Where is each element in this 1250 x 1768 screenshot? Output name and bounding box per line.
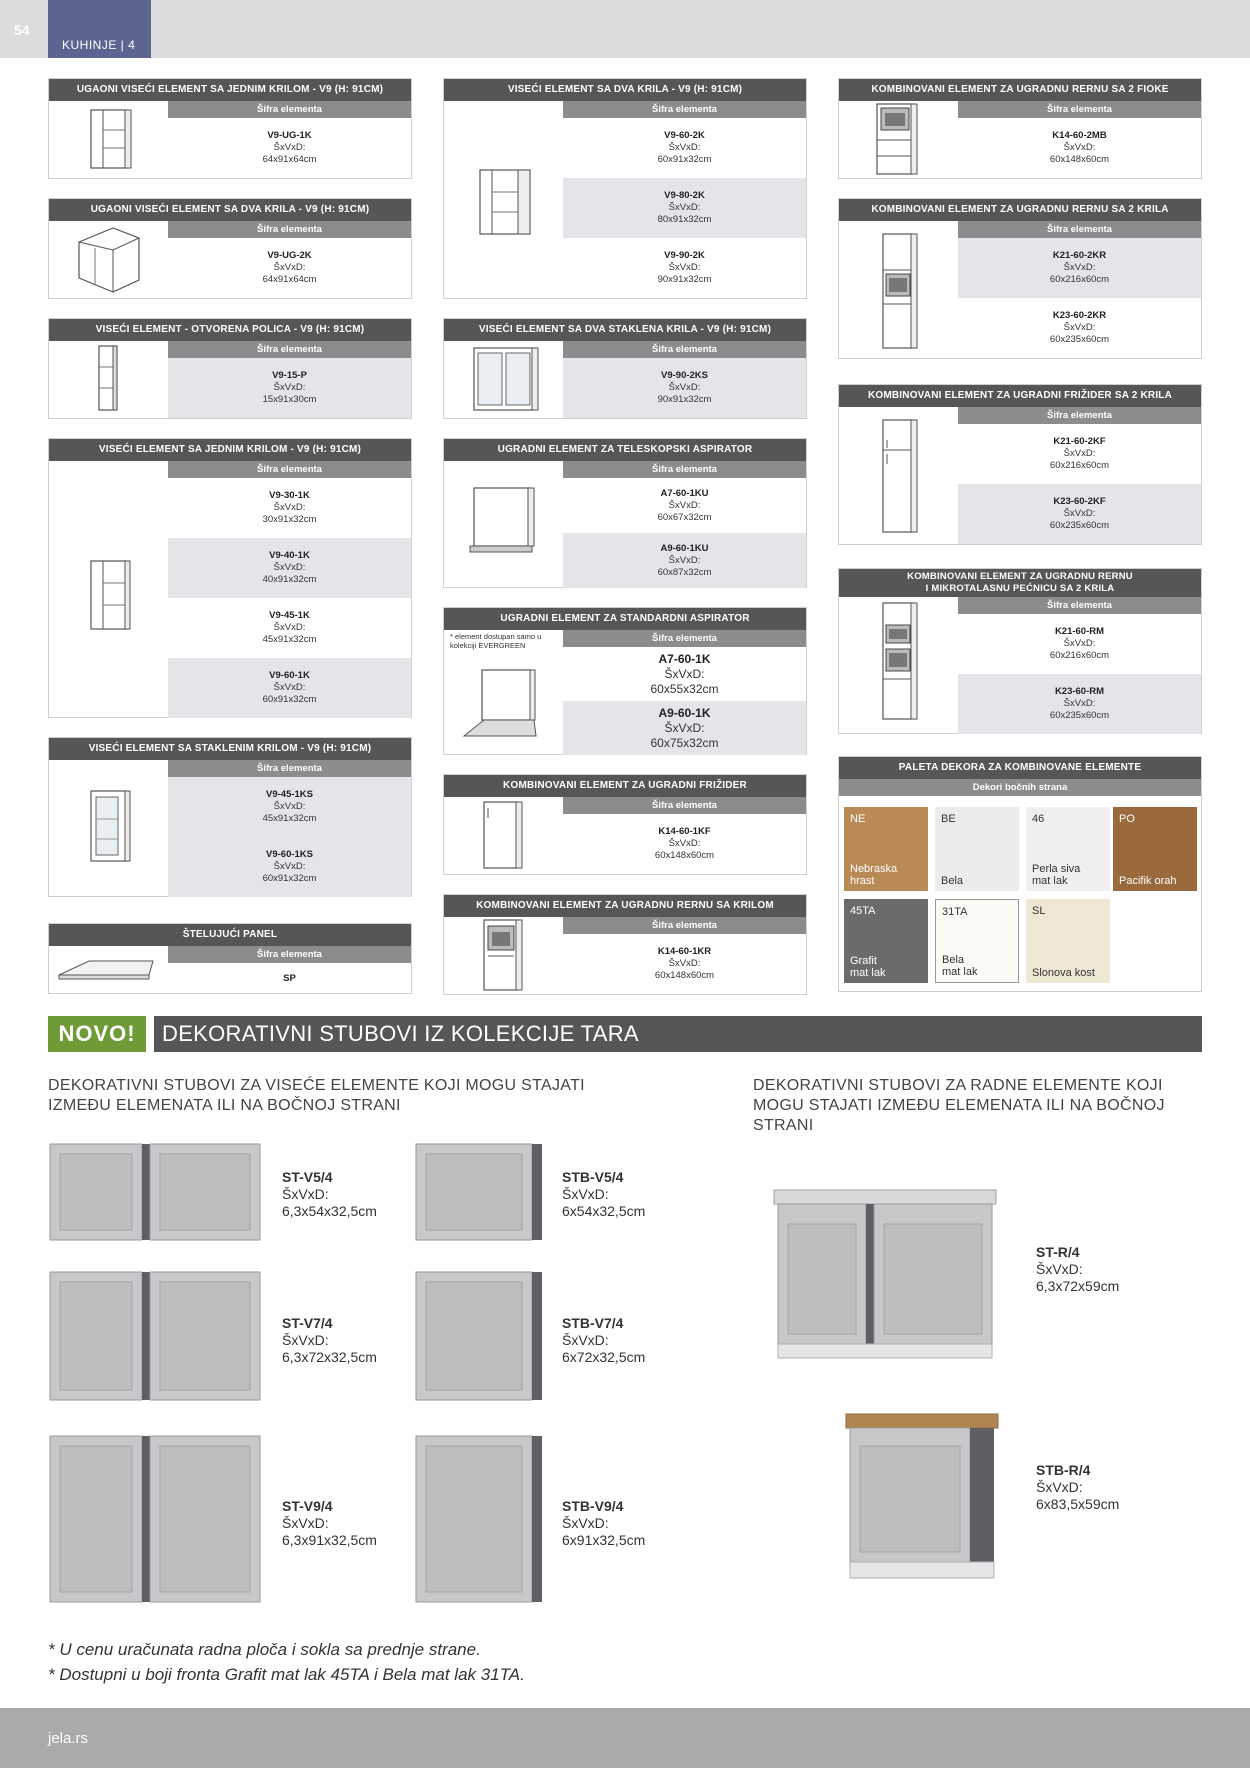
code-header: Šifra elementa (563, 341, 806, 358)
code-row: K21-60-2KF ŠxVxD: 60x216x60cm (1049, 436, 1110, 471)
product-st-r: ST-R/4 ŠxVxD: 6,3x72x59cm (1036, 1244, 1120, 1294)
code-row: V9-15-P ŠxVxD: 15x91x30cm (168, 358, 411, 418)
product-box-v9-ug-2k (48, 198, 412, 299)
code-row: V9-90-2KS ŠxVxD: 90x91x32cm (563, 358, 806, 418)
product-box-title: VISEĆI ELEMENT SA DVA STAKLENA KRILA - V9 (H: 91CM) (444, 319, 806, 341)
product-box-title: VISEĆI ELEMENT SA DVA KRILA - V9 (H: 91CM) (444, 79, 806, 101)
footnote-2: * Dostupni u boji fronta Grafit mat lak 45TA i Bela mat lak 31TA. (48, 1665, 525, 1684)
code-row: V9-UG-1K ŠxVxD: 64x91x64cm (262, 130, 317, 165)
swatch-po: PO Pacifik orah (1113, 807, 1197, 891)
code-row: A9-60-1K ŠxVxD: 60x75x32cm (563, 701, 806, 755)
code-header: Šifra elementa (958, 101, 1201, 118)
code-header: Šifra elementa (168, 101, 411, 118)
code-row: V9-45-1K ŠxVxD: 45x91x32cm (262, 610, 317, 645)
code-header: Šifra elementa (168, 341, 411, 358)
product-box-title: KOMBINOVANI ELEMENT ZA UGRADNI FRIŽIDER SA 2 KRILA (839, 385, 1201, 407)
code-header: Šifra elementa (168, 221, 411, 238)
code-header: Šifra elementa (168, 946, 411, 963)
code-row: V9-45-1KS ŠxVxD: 45x91x32cm (168, 777, 411, 837)
code-row: V9-60-2K ŠxVxD: 60x91x32cm (657, 130, 712, 165)
cabinet-illustration (49, 100, 169, 178)
code-header: Šifra elementa (563, 917, 806, 934)
product-st-v7: ST-V7/4 ŠxVxD: 6,3x72x32,5cm (282, 1315, 377, 1365)
page-number: 54 (14, 22, 30, 38)
section-label: KUHINJE | 4 (62, 38, 136, 52)
product-box-rm (838, 568, 1202, 734)
product-box-title: KOMBINOVANI ELEMENT ZA UGRADNU RERNU SA KRILOM (444, 895, 806, 917)
product-box-title: VISEĆI ELEMENT SA JEDNIM KRILOM - V9 (H: 91CM) (49, 439, 411, 461)
code-row: K23-60-2KR ŠxVxD: 60x235x60cm (1049, 310, 1110, 345)
product-box-title: VISEĆI ELEMENT SA STAKLENIM KRILOM - V9 (H: 91CM) (49, 738, 411, 760)
product-box-title: KOMBINOVANI ELEMENT ZA UGRADNU RERNU SA 2 FIOKE (839, 79, 1201, 101)
oven-drawers-cabinet-illustration (839, 100, 959, 178)
decor-palette (838, 756, 1202, 992)
code-row: V9-80-2K ŠxVxD: 80x91x32cm (563, 178, 806, 238)
product-box-telescopic-hood (443, 438, 807, 588)
product-box-2kf (838, 384, 1202, 545)
product-box-k14-60-1kf (443, 774, 807, 875)
swatch-ne: NE Nebraska hrast (844, 807, 928, 891)
code-header: Šifra elementa (563, 797, 806, 814)
new-collection-banner (48, 1016, 1202, 1052)
product-box-standard-hood (443, 607, 807, 755)
double-door-cabinet-illustration (444, 100, 564, 298)
code-row: V9-90-2K ŠxVxD: 90x91x32cm (657, 250, 712, 285)
product-box-sp (48, 923, 412, 994)
footnote-1: * U cenu uračunata radna ploča i sokla sa prednje strane. (48, 1640, 481, 1659)
st-r-illustration (770, 1186, 1002, 1364)
code-header: Šifra elementa (563, 461, 806, 478)
swatch-45ta: 45TA Grafit mat lak (844, 899, 928, 983)
code-header: Šifra elementa (168, 461, 411, 478)
code-row: K23-60-2KF ŠxVxD: 60x235x60cm (958, 484, 1201, 544)
stb-v7-illustration (414, 1268, 546, 1404)
banner-title: DEKORATIVNI STUBOVI IZ KOLEKCIJE TARA (154, 1016, 1202, 1052)
oven-microwave-cabinet-illustration (839, 595, 959, 733)
code-header: Šifra elementa (168, 760, 411, 777)
swatch-sl: SL Slonova kost (1026, 899, 1110, 983)
top-bar (0, 0, 1250, 58)
swatch-46: 46 Perla siva mat lak (1026, 807, 1110, 891)
stb-v9-illustration (414, 1432, 546, 1606)
product-box-title: ŠTELUJUĆI PANEL (49, 924, 411, 946)
glass-door-cabinet-illustration (49, 759, 169, 896)
product-stb-v5: STB-V5/4 ŠxVxD: 6x54x32,5cm (562, 1169, 646, 1219)
standard-hood-illustration (444, 628, 564, 754)
product-box-v9-1k (48, 438, 412, 718)
product-box-title: KOMBINOVANI ELEMENT ZA UGRADNU RERNU SA 2 KRILA (839, 199, 1201, 221)
st-v7-illustration (48, 1268, 268, 1404)
code-row: K14-60-1KR ŠxVxD: 60x148x60cm (654, 946, 715, 981)
stb-r-illustration (842, 1410, 1002, 1584)
adjustable-panel-illustration (49, 945, 169, 993)
swatch-be: BE Bela (935, 807, 1019, 891)
open-shelf-illustration (49, 340, 169, 418)
glass-double-door-illustration (444, 340, 564, 418)
product-stb-r: STB-R/4 ŠxVxD: 6x83,5x59cm (1036, 1462, 1120, 1512)
code-row: SP (283, 972, 296, 984)
product-box-title: VISEĆI ELEMENT - OTVORENA POLICA - V9 (H: 91CM) (49, 319, 411, 341)
swatch-31ta: 31TA Bela mat lak (935, 899, 1019, 983)
code-row: A7-60-1K ŠxVxD: 60x55x32cm (650, 651, 719, 696)
product-box-title: UGAONI VISEĆI ELEMENT SA JEDNIM KRILOM - V9 (H: 91CM) (49, 79, 411, 101)
code-row: A9-60-1KU ŠxVxD: 60x87x32cm (563, 533, 806, 588)
section-tab (48, 0, 151, 58)
code-row: V9-60-1K ŠxVxD: 60x91x32cm (168, 658, 411, 718)
product-box-k14-60-1kr (443, 894, 807, 995)
product-box-v9-2k (443, 78, 807, 299)
wall-columns-heading: DEKORATIVNI STUBOVI ZA VISEĆE ELEMENTE KOJI MOGU STAJATI IZMEĐU ELEMENATA ILI NA BOČNOJ STRANI (48, 1077, 585, 1114)
product-stb-v9: STB-V9/4 ŠxVxD: 6x91x32,5cm (562, 1498, 646, 1548)
code-header: Šifra elementa (958, 407, 1201, 424)
product-box-v9-90-2ks (443, 318, 807, 419)
oven-cabinet-illustration (444, 916, 564, 994)
product-box-v9-15-p (48, 318, 412, 419)
tall-fridge-cabinet-illustration (839, 406, 959, 544)
bottom-bar (0, 1708, 1250, 1768)
code-row: V9-60-1KS ŠxVxD: 60x91x32cm (168, 837, 411, 897)
product-box-title: UGRADNI ELEMENT ZA TELESKOPSKI ASPIRATOR (444, 439, 806, 461)
telescopic-hood-illustration (444, 460, 564, 587)
corner-cabinet-illustration (49, 220, 169, 298)
decor-palette-title: PALETA DEKORA ZA KOMBINOVANE ELEMENTE (839, 757, 1201, 779)
code-row: V9-UG-2K ŠxVxD: 64x91x64cm (262, 250, 317, 285)
code-header: Šifra elementa (563, 630, 806, 647)
product-stb-v7: STB-V7/4 ŠxVxD: 6x72x32,5cm (562, 1315, 646, 1365)
code-row: A7-60-1KU ŠxVxD: 60x67x32cm (657, 487, 712, 523)
code-row: V9-40-1K ŠxVxD: 40x91x32cm (168, 538, 411, 598)
stb-v5-illustration (414, 1140, 546, 1244)
st-v5-illustration (48, 1140, 268, 1244)
product-box-2kr (838, 198, 1202, 359)
code-row: V9-30-1K ŠxVxD: 30x91x32cm (262, 490, 317, 525)
code-header: Šifra elementa (563, 101, 806, 118)
product-box-v9-1ks (48, 737, 412, 897)
code-row: K14-60-1KF ŠxVxD: 60x148x60cm (654, 826, 715, 861)
fridge-cabinet-illustration (444, 796, 564, 874)
code-row: K14-60-2MB ŠxVxD: 60x148x60cm (1049, 130, 1110, 165)
code-header: Šifra elementa (958, 221, 1201, 238)
st-v9-illustration (48, 1432, 268, 1606)
product-box-k14-60-2mb (838, 78, 1202, 179)
evergreen-note: * element dostupan samo u kolekciji EVERGREEN (450, 632, 542, 650)
base-columns-heading: DEKORATIVNI STUBOVI ZA RADNE ELEMENTE KOJI MOGU STAJATI IZMEĐU ELEMENATA ILI NA BOČNOJ STRANI (753, 1077, 1165, 1134)
tall-oven-cabinet-illustration (839, 220, 959, 358)
product-box-title: UGRADNI ELEMENT ZA STANDARDNI ASPIRATOR (444, 608, 806, 630)
code-row: K21-60-RM ŠxVxD: 60x216x60cm (1049, 626, 1110, 661)
product-st-v5: ST-V5/4 ŠxVxD: 6,3x54x32,5cm (282, 1169, 377, 1219)
product-box-title: UGAONI VISEĆI ELEMENT SA DVA KRILA - V9 (H: 91CM) (49, 199, 411, 221)
product-st-v9: ST-V9/4 ŠxVxD: 6,3x91x32,5cm (282, 1498, 377, 1548)
decor-palette-subtitle: Dekori bočnih strana (839, 779, 1201, 796)
product-box-title: KOMBINOVANI ELEMENT ZA UGRADNU RERNU I MIKROTALASNU PEĆNICU SA 2 KRILA (839, 569, 1201, 597)
new-badge: NOVO! (48, 1016, 146, 1052)
site-link[interactable]: jela.rs (48, 1730, 89, 1747)
single-door-cabinet-illustration (49, 461, 169, 717)
code-row: K23-60-RM ŠxVxD: 60x235x60cm (958, 674, 1201, 734)
code-row: K21-60-2KR ŠxVxD: 60x216x60cm (958, 238, 1201, 298)
product-box-title: KOMBINOVANI ELEMENT ZA UGRADNI FRIŽIDER (444, 775, 806, 797)
code-header: Šifra elementa (958, 597, 1201, 614)
product-box-v9-ug-1k (48, 78, 412, 179)
